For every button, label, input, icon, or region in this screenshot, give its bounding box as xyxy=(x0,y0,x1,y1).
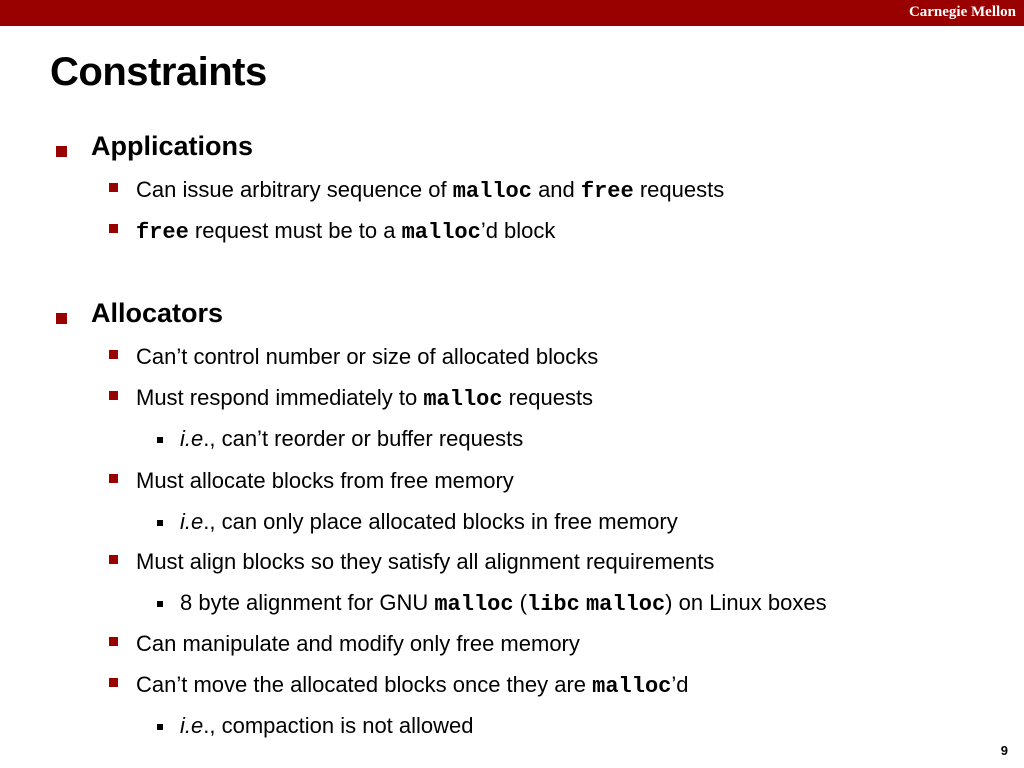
code-malloc: malloc xyxy=(401,220,481,245)
code-free: free xyxy=(136,220,189,245)
section-heading-allocators: Allocators xyxy=(91,298,224,328)
bullet-square-icon xyxy=(109,391,118,400)
bullet-square-icon xyxy=(109,678,118,687)
bullet-square-icon xyxy=(109,224,118,233)
code-malloc: malloc xyxy=(452,179,532,204)
code-malloc: malloc xyxy=(434,592,514,617)
list-item: i.e., can’t reorder or buffer requests xyxy=(180,426,524,451)
brand-label: Carnegie Mellon xyxy=(908,4,1016,20)
page-number: 9 xyxy=(1000,743,1008,758)
bullet-square-icon xyxy=(109,637,118,646)
code-free: free xyxy=(580,179,634,204)
code-libc: libc xyxy=(527,592,580,617)
bullet-square-icon xyxy=(109,474,118,483)
list-item: Must allocate blocks from free memory xyxy=(136,468,514,493)
list-item: Can manipulate and modify only free memory xyxy=(136,631,580,656)
list-item: i.e., can only place allocated blocks in free memory xyxy=(180,509,678,534)
list-item: i.e., compaction is not allowed xyxy=(180,713,474,738)
list-item: Can’t control number or size of allocated blocks xyxy=(136,344,599,369)
header-bar xyxy=(0,0,1024,26)
list-item: Can’t move the allocated blocks once they are malloc’d xyxy=(136,672,689,699)
bullet-small-icon xyxy=(157,724,163,730)
bullet-square-icon xyxy=(56,146,67,157)
code-malloc: malloc xyxy=(585,592,666,617)
bullet-square-icon xyxy=(109,350,118,359)
slide-title: Constraints xyxy=(50,50,267,94)
bullet-square-icon xyxy=(56,313,67,324)
code-malloc: malloc xyxy=(423,387,503,412)
bullet-square-icon xyxy=(109,555,118,564)
code-malloc: malloc xyxy=(592,674,672,699)
list-item: free request must be to a malloc’d block xyxy=(136,218,556,245)
list-item: 8 byte alignment for GNU malloc (libc malloc) on Linux boxes xyxy=(180,590,827,617)
list-item: Can issue arbitrary sequence of malloc and free requests xyxy=(136,177,725,204)
list-item: Must align blocks so they satisfy all alignment requirements xyxy=(136,549,715,574)
list-item: Must respond immediately to malloc requests xyxy=(136,385,594,412)
section-heading-applications: Applications xyxy=(91,131,254,161)
bullet-small-icon xyxy=(157,520,163,526)
bullet-small-icon xyxy=(157,437,163,443)
bullet-square-icon xyxy=(109,183,118,192)
bullet-small-icon xyxy=(157,601,163,607)
